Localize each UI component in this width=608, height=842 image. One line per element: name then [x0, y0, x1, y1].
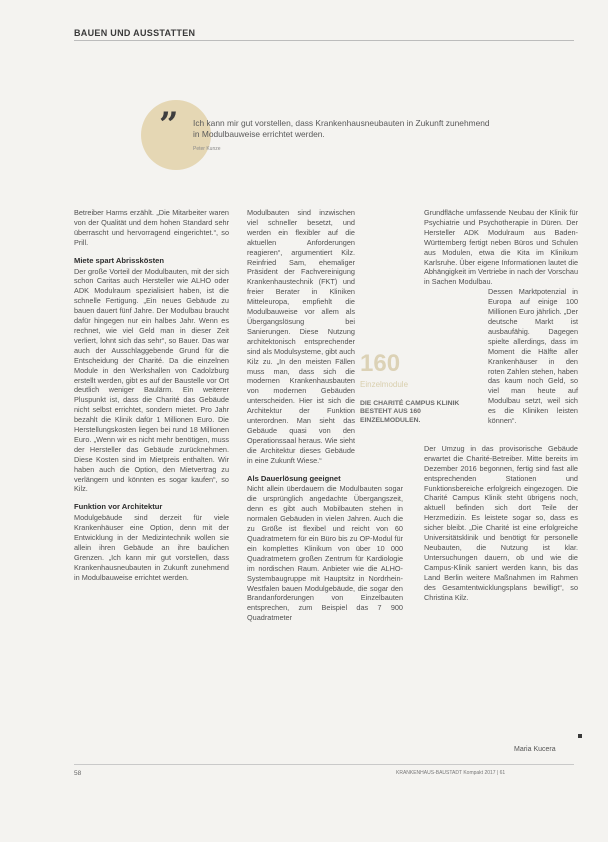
page-footer-right: KRANKENHAUS-BAUSTADT Kompakt 2017 | 61: [396, 770, 506, 776]
paragraph: Modulgebäude sind derzeit für viele Krankenhäuser eine Option, denn mit der Entwicklung in der Medizintechnik wollen sie allein ihren Gebäude an ihre baulichen Grenzen. „Ich kann mir gut vorstellen, dass Krankenhausneubauten in Zukunft zunehmend in Modulbauweise errichtet werden.: [74, 513, 229, 582]
paragraph: Dessen Marktpotenzial in Europa auf einige 100 Millionen Euro jährlich. „Der deutsche Markt ist ausbaufähig. Dagegen spielte allerdings, dass im Moment die Hälfte aller Krankenhäuser in den roten Zahlen stehen, haben das kaum noch Geld, so viel man heute auf Modulbau setzt, weil sich es die Kliniken leisten können“.: [488, 287, 578, 426]
paragraph: Der große Vorteil der Modulbauten, mit der sich schon Caritas auch Hersteller wie ALHO oder ADK Modulraum spezialisiert haben, ist die schnelle Fertigung. „Ein neues Gebäude zu bauen dauert fünf Jahre. Der Modulbau braucht dafür hingegen nur ein halbes Jahr. Wenn es rechnet, wie viel Geld man in dieser Zeit verliert, lohnt sich das sehr“, so Bauer. Das war auch der Ausschlaggebende Grund für die Entscheidung der Charité. Da die einzelnen Module in den Werkshallen von Cadolzburg erstellt werden, gibt es auf der Baustelle vor Ort deutlich weniger Baulärm. Ein weiterer Pluspunkt ist, dass die Charité das Gebäude nicht selbst errichtet, sondern mietet. Pro Jahr bezahlt die Klinik dafür 1 Millionen Euro. Die Herstellungskosten liegen bei rund 18 Millionen Euro. „Wenn wir es nicht mehr benötigen, muss der Hersteller das Gebäude zurücknehmen. Diese Kosten sind im Mietpreis enthalten. Wir haben auch die Option, den Mietvertrag zu verlängern und könnten es sogar kaufen“, so Kilz.: [74, 266, 229, 494]
top-divider: [74, 40, 574, 41]
subheading: Miete spart Abrisskösten: [74, 255, 165, 265]
pull-quote-text: Ich kann mir gut vorstellen, dass Krankenhausneubauten in Zukunft zunehmend in Modulbauweise errichtet werden.: [193, 118, 490, 139]
section-title: BAUEN UND AUSSTATTEN: [74, 28, 196, 38]
quote-mark-icon: ”: [159, 105, 179, 145]
subheading: Als Dauerlösung geeignet: [247, 473, 341, 483]
author-signature: Maria Kucera: [514, 746, 556, 753]
article-column-3: [424, 208, 578, 602]
end-marker: [578, 734, 582, 738]
figure-caption: DIE CHARITÉ CAMPUS KLINIK BESTEHT AUS 160 EINZELMODULEN.: [360, 400, 460, 424]
subheading: Funktion vor Architektur: [74, 502, 163, 512]
paragraph: Nicht allein überdauern die Modulbauten sogar die ursprünglich angedachte Übergangszeit, denn es gibt auch Mobilbauten stehen in normalen Gebäuden in vielen Jahren. Auch die zu Größe ist flexibel und reicht von 60 Quadratmetern für ein Büro bis zu OP-Modul für ein komplettes Klinikum von über 10 000 Quadratmetern großen Zentrum für Kardiologie im nordischen Raum. Anbieter wie die ALHO-Systembaugruppe mit Hauptsitz in Nordrhein-Westfalen bauen Modulgebäude, die sogar den Brandanforderungen von Einzelbauten entsprechen, zum Beispiel das 7 900 Quadratmeter: [247, 484, 403, 623]
article-column-1: [74, 208, 229, 583]
paragraph: Der Umzug in das provisorische Gebäude erwartet die Charité-Betreiber. Mitte bereits im Dezember 2016 begonnen, fertig sind fast alle entsprechenden Stationen und Funktionsbereiche erfolgreich eingezogen. Die Charité Campus Klinik steht übrigens noch, aktuell befinden sich dort Teile der Herzmedizin. Es leistete sogar so, dass es sicher bleibt. „Die Charité ist eine erfolgreiche Universitätsklinik und benötigt für personelle Neubauten, die Nutzung ist klar. Untersuchungen dauern, ob und wie die Campus-Klinik saniert werden kann, bis das Land Berlin weitere Maßnahmen im Rahmen des Gesamtentwicklungsplans bewilligt“, so Christina Kilz.: [424, 443, 578, 602]
figure-unit: Einzelmodule: [360, 380, 409, 389]
figure-number: 160: [360, 350, 401, 377]
bottom-divider: [74, 764, 574, 765]
paragraph: Modulbauten sind inzwischen viel schneller besetzt, und werden ein flexibler auf die aktuellen Anforderungen reagieren“, argumentiert Kilz. Reinfried Sam, ehemaliger Präsident der Fachvereinigung Krankenhaustechnik (FKT) und freier Berater in Kliniken Mitteleuropa, empfiehlt die Modulbauweise vor allem als Übergangslösung bei Sanierungen. Diese Nutzung architektonisch entsprechender sind als Modulsysteme, gibt auch Kilz zu. „In den meisten Fällen muss man, dass sich die modernen Krankenhausbauten von modernen Gebäuden unterscheiden. Hier ist sich die Architektur der Funktion unterordnen. Man sieht das Gebäude quasi von den Operationssaal heraus. Wie sieht die Architektur dieses Gebäude in eine Zukunft Wiese.“: [247, 208, 355, 465]
pull-quote-author: Peter Kunze: [193, 146, 221, 152]
paragraph: Grundfläche umfassende Neubau der Klinik für Psychiatrie und Psychotherapie in Düren. Der Hersteller ADK Modulraum aus Baden-Württemberg fertigt neben Büros und Schulen aus Modulen, etwa die Kita im Klinikum Karlsruhe. Über eigene Informationen lautet die Abhängigkeit im Vertriebe in nach der Vorschau in Sachen Modulbau.: [424, 208, 578, 287]
page-number-left: 58: [74, 770, 82, 777]
paragraph: Betreiber Harms erzählt. „Die Mitarbeiter waren von der Qualität und dem hohen Standard sehr überrascht und hervorragend eingerichtet.“, so Prill.: [74, 208, 229, 247]
